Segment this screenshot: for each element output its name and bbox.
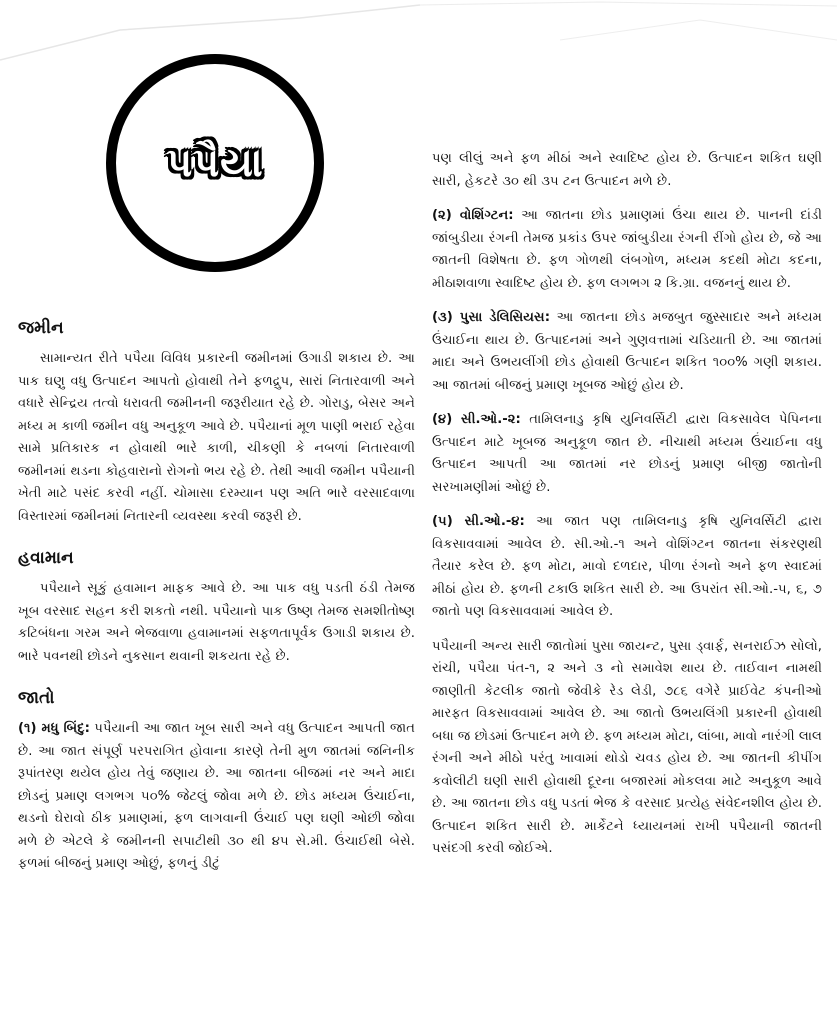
soil-paragraph: સામાન્યત રીતે પપૈયા વિવિધ પ્રકારની જમીનમાં ઉગાડી શકાય છે. આ પાક ઘણુ વધુ ઉત્પાદન આપતો હોવાથી તેને ફળદ્રુપ, સારાં નિતારવાળી અને વધારે સેન્દ્રિય તત્વો ધરાવતી જમીનની જરૂરીયાત રહે છે. ગોરાડુ, બેસર અને મધ્ય મ કાળી જમીન વધુ અનુકૂળ આવે છે. પપૈયાનાં મૂળ પાણી ભરાઈ રહેવા સામે પ્રતિકારક ન હોવાથી ભારે કાળી, ચીકણી કે નબળાં નિતારવાળી જમીનમાં થડના કોહવારાનો રોગનો ભય રહે છે. તેથી આવી જમીન પપૈયાની ખેતી માટે પસંદ કરવી નહીં. ચોમાસા દરમ્યાન પણ અતિ ભારે વરસાદવાળા વિસ્તારમાં જમીનમાં નિતારની વ્યવસ્થા કરવી જરૂરી છે.: [18, 351, 415, 524]
variety-5-name: (૫) સી.ઓ.-૪:: [432, 514, 525, 529]
variety-2-paragraph: [432, 205, 822, 295]
variety-3-text: આ જાતના છોડ મજબુત જુસ્સાદાર અને મધ્યમ ઉંચાઈના થાય છે. ઉત્પાદનમાં અને ગુણવત્તામાં ચડિયાતી છે. આ જાતમાં માદા અને ઉભયલીંગી છોડ હોવાથી ઉત્પાદન શકિત ૧૦૦% ગણી શકાય. આ જાતમાં બીજનું પ્રમાણ ખૂબજ ઓછું હોય છે.: [432, 310, 822, 393]
variety-5-paragraph: [432, 511, 822, 624]
variety-3-paragraph: [432, 307, 822, 397]
variety-4-text: તામિલનાડુ કૃષિ યુનિવર્સિટી દ્વારા વિકસાવેલ પેપિનના ઉત્પાદન માટે ખૂબજ અનુકૂળ જાત છે. નીચાથી મધ્યમ ઉંચાઈના વધુ ઉત્પાદન આપતી આ જાતમાં નર છોડનું પ્રમાણ બીજી જાતોની સરખામણીમાં ઓછું છે.: [432, 412, 823, 495]
variety-2-text: આ જાતના છોડ પ્રમાણમાં ઉંચા થાય છે. પાનની દાંડી જાંબુડીયા રંગની તેમજ પ્રકાંડ ઉપર જાંબુડીયા રંગની રીંગો હોય છે, જે આ જાતની વિશેષતા છે. ફળ ગોળથી લંબગોળ, મધ્યમ કદથી મોટા કદના, મીઠાશવાળા સ્વાદિષ્ટ હોય છે. ફળ લગભગ ૨ કિ.ગ્રા. વજનનું થાય છે.: [432, 208, 822, 291]
page-title: પપૈયા: [166, 140, 264, 186]
variety-1-name: (૧) મધુ બિંદુ:: [18, 721, 90, 736]
other-varieties-paragraph: પપૈયાની અન્ય સારી જાતોમાં પુસા જાયન્ટ, પુસા ડ્વાર્ફ, સનરાઈઝ સોલો, રાંચી, પપૈયા પંત-૧, ૨ અને ૩ નો સમાવેશ થાય છે. તાઈવાન નામથી જાણીતી કેટલીક જાતો જેવીકે રેડ લેડી, ૭૮૬ વગેરે પ્રાઈવેટ કંપનીઓ મારફત વિકસાવવામાં આવેલ છે. આ જાતો ઉભયલિંગી પ્રકારની હોવાથી બધા જ છોડમાં ઉત્પાદન મળે છે. ફળ મધ્યમ મોટા, લાંબા, માવો નારંગી લાલ રંગની અને મીઠો પરંતુ ખાવામાં થોડો ચવડ હોય છે. આ જાતની કીપીંગ કવોલીટી ઘણી સારી હોવાથી દૂરના બજારમાં મોકલવા માટે અનુકૂળ આવે છે. આ જાતના છોડ વધુ પડતાં ભેજ કે વરસાદ પ્રત્યેહ સંવેદનશીલ હોય છે. ઉત્પાદન શકિત સારી છે. માર્કેટને ધ્યાયનમાં રાખી પપૈયાની જાતની પસંદગી કરવી જોઈએ.: [432, 638, 822, 856]
variety-4-paragraph: [432, 409, 822, 499]
variety-4-name: (૪) સી.ઓ.-૨:: [432, 412, 521, 427]
climate-heading: હવામાન: [18, 548, 74, 568]
variety-3-name: (૩) પુસા ડેલિસિયસ:: [432, 310, 551, 325]
soil-heading: જમીન: [18, 318, 64, 338]
title-circle: [106, 54, 324, 272]
variety-1-continued: પણ લીલું અને ફળ મીઠાં અને સ્વાદિષ્ટ હોય છે. ઉત્પાદન શકિત ઘણી સારી, હેકટરે ૩૦ થી ૩૫ ટન ઉત્પાદન મળે છે.: [432, 151, 822, 189]
right-column: [432, 148, 822, 861]
climate-paragraph: પપૈયાને સૂકું હવામાન માફક આવે છે. આ પાક વધુ પડતી ઠંડી તેમજ ખૂબ વરસાદ સહન કરી શકતો નથી. પપૈયાનો પાક ઉષ્ણ તેમજ સમશીતોષ્ણ કટિબંધના ગરમ અને ભેજવાળા હવામાનમાં સફળતાપૂર્વક ઉગાડી શકાય છે. ભારે પવનથી છોડને નુકસાન થવાની શકયતા રહે છે.: [18, 581, 415, 664]
variety-1-paragraph: [18, 718, 415, 876]
left-column: [18, 318, 415, 876]
varieties-heading: જાતો: [18, 688, 55, 708]
variety-1-text: પપૈયાની આ જાત ખૂબ સારી અને વધુ ઉત્પાદન આપતી જાત છે. આ જાત સંપૂર્ણ પરપરાગિત હોવાના કારણે તેની મુળ જાતમાં જનિનીક રૂપાંતરણ થયેલ હોય તેવું જણાય છે. આ જાતના બીજમાં નર અને માદા છોડનું પ્રમાણ લગભગ ૫૦% જેટલું જોવા મળે છે. છોડ મધ્યમ ઉંચાઈના, થડનો ઘેરાવો ઠીક પ્રમાણમાં, ફળ લાગવાની ઉંચાઈ પણ ઘણી ઓછી જોવા મળે છે એટલે કે જમીનની સપાટીથી ૩૦ થી ૪૫ સે.મી. ઉંચાઈથી બેસે. ફળમાં બીજનું પ્રમાણ ઓછું, ફળનું ડીટું: [18, 721, 415, 871]
variety-5-text: આ જાત પણ તામિલનાડુ કૃષિ યુનિવર્સિટી દ્વારા વિકસાવવામાં આવેલ છે. સી.ઓ.-૧ અને વોશિંગ્ટન જાતના સંકરણથી તૈયાર કરેલ છે. ફળ મોટા, માવો દળદાર, પીળા રંગનો અને ફળ સ્વાદમાં મીઠાં હોય છે. ફળની ટકાઉ શકિત સારી છે. આ ઉપરાંત સી.ઓ.-૫, ૬, ૭ જાતો પણ વિકસાવવામાં આવેલ છે.: [432, 514, 823, 619]
variety-2-name: (૨) વોશિંગ્ટન:: [432, 208, 514, 223]
